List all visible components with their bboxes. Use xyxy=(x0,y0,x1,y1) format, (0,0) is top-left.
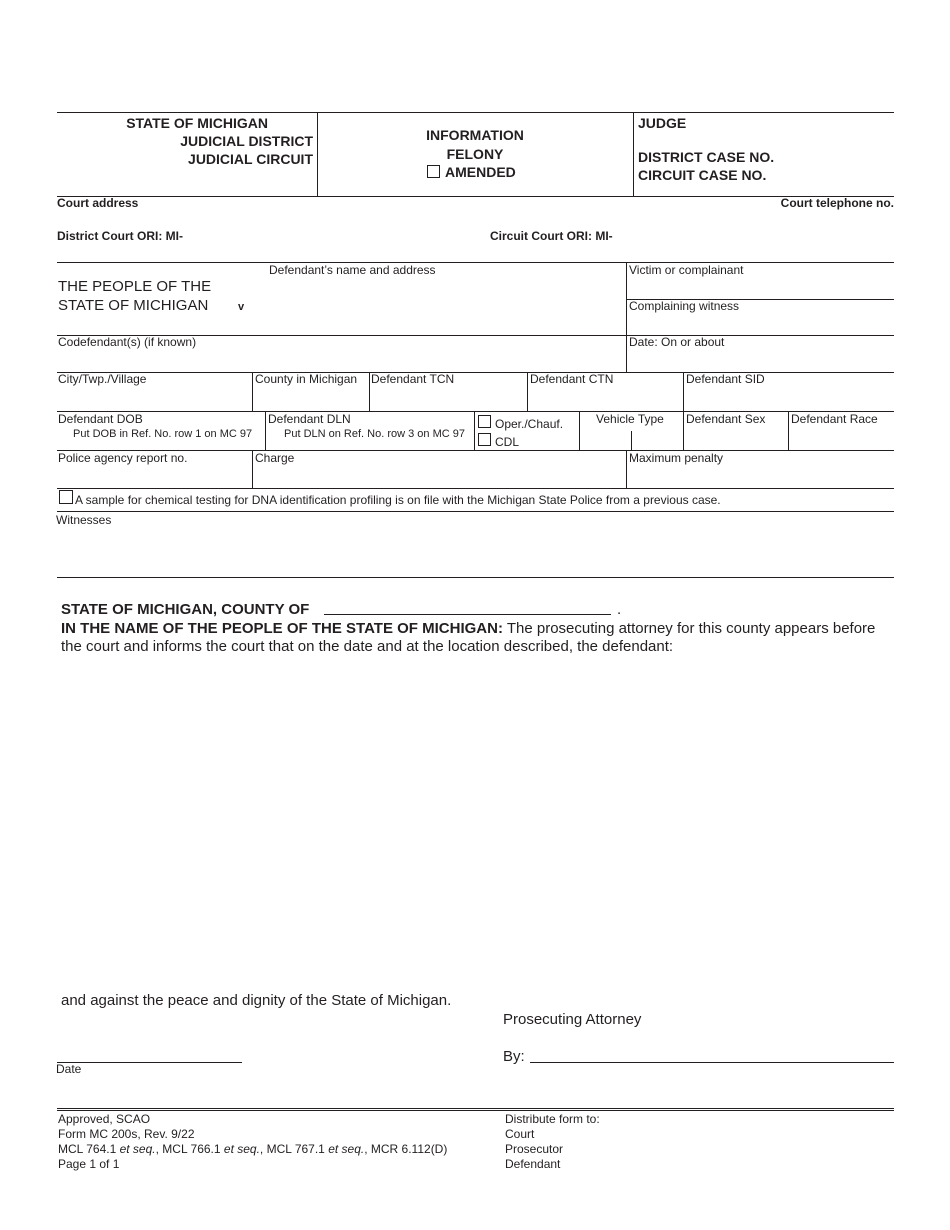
victim-label: Victim or complainant xyxy=(629,263,744,277)
footer-rule-2 xyxy=(57,1110,894,1111)
dln-label: Defendant DLN xyxy=(268,412,351,426)
city-label: City/Twp./Village xyxy=(58,372,147,386)
ctn-divider xyxy=(683,372,684,411)
cdl-checkbox[interactable] xyxy=(478,433,491,446)
vehicle-divider xyxy=(683,411,684,450)
mcl-1: MCL 764.1 xyxy=(58,1142,120,1156)
versus-label: v xyxy=(238,301,245,313)
date-line xyxy=(57,1062,242,1063)
dna-label: A sample for chemical testing for DNA identification profiling is on file with the Michigan State Police from a previous case. xyxy=(75,493,721,507)
county-of-line xyxy=(324,614,611,615)
page-number: Page 1 of 1 xyxy=(58,1157,120,1171)
et-seq-2: et seq. xyxy=(223,1142,260,1156)
county-of-label: STATE OF MICHIGAN, COUNTY OF xyxy=(61,601,310,618)
distribute-court: Court xyxy=(505,1127,535,1141)
footer-rule-1 xyxy=(57,1108,894,1109)
county-divider xyxy=(369,372,370,411)
vehicle-type-label: Vehicle Type xyxy=(596,412,664,426)
et-seq-1: et seq. xyxy=(119,1142,156,1156)
mcl-3: , MCL 767.1 xyxy=(259,1142,329,1156)
dob-divider xyxy=(265,411,266,450)
judicial-district-label: JUDICIAL DISTRICT xyxy=(180,133,313,149)
dln-divider xyxy=(474,411,475,450)
form-number: Form MC 200s, Rev. 9/22 xyxy=(58,1127,195,1141)
closing-line: and against the peace and dignity of the State of Michigan. xyxy=(61,992,452,1009)
by-label: By: xyxy=(503,1048,525,1065)
date-on-or-about-label: Date: On or about xyxy=(629,335,725,349)
sex-label: Defendant Sex xyxy=(686,412,766,426)
charge-label: Charge xyxy=(255,451,295,465)
county-label: County in Michigan xyxy=(255,372,358,386)
header-bottom-rule xyxy=(57,196,894,197)
mcl-2: , MCL 766.1 xyxy=(155,1142,224,1156)
ctn-label: Defendant CTN xyxy=(530,372,614,386)
parties-divider xyxy=(626,262,627,372)
circuit-ori-label: Circuit Court ORI: MI- xyxy=(490,229,613,243)
circuit-case-label: CIRCUIT CASE NO. xyxy=(638,167,767,183)
oper-divider xyxy=(579,411,580,450)
informs-line: the court and informs the court that on the date and at the location described, the defendant: xyxy=(61,638,674,655)
max-penalty-label: Maximum penalty xyxy=(629,451,724,465)
distribute-prosecutor: Prosecutor xyxy=(505,1142,564,1156)
sid-label: Defendant SID xyxy=(686,372,765,386)
county-period: . xyxy=(617,601,622,618)
distribute-defendant: Defendant xyxy=(505,1157,561,1171)
date-label: Date xyxy=(56,1062,82,1076)
dob-label: Defendant DOB xyxy=(58,412,143,426)
dln-note: Put DLN on Ref. No. row 3 on MC 97 xyxy=(284,428,465,440)
state-label: STATE OF MICHIGAN xyxy=(126,115,268,131)
dob-note: Put DOB in Ref. No. row 1 on MC 97 xyxy=(73,428,253,440)
police-divider xyxy=(252,450,253,488)
complaining-witness-label: Complaining witness xyxy=(629,299,740,313)
police-report-label: Police agency report no. xyxy=(58,451,188,465)
prosecuting-attorney-label: Prosecuting Attorney xyxy=(503,1011,642,1028)
doc-subtype: FELONY xyxy=(446,146,504,162)
city-divider xyxy=(252,372,253,411)
sex-divider xyxy=(788,411,789,450)
people-line-2: STATE OF MICHIGAN xyxy=(58,297,209,314)
in-the-name-bold: IN THE NAME OF THE PEOPLE OF THE STATE OF MICHIGAN: xyxy=(61,620,503,637)
distribute-label: Distribute form to: xyxy=(505,1112,600,1126)
vehicle-tick xyxy=(631,431,632,450)
judicial-circuit-label: JUDICIAL CIRCUIT xyxy=(188,151,313,167)
signature-line xyxy=(530,1062,894,1063)
charge-divider xyxy=(626,450,627,488)
witnesses-rule xyxy=(57,511,894,512)
witnesses-label: Witnesses xyxy=(56,513,112,527)
defendant-name-label: Defendant’s name and address xyxy=(269,263,436,277)
dna-checkbox[interactable] xyxy=(59,490,73,504)
tcn-label: Defendant TCN xyxy=(371,372,455,386)
judge-label: JUDGE xyxy=(638,115,687,131)
tcn-divider xyxy=(527,372,528,411)
doc-type: INFORMATION xyxy=(426,127,524,143)
district-ori-label: District Court ORI: MI- xyxy=(57,229,183,243)
mcr: , MCR 6.112(D) xyxy=(364,1142,448,1156)
amended-checkbox[interactable] xyxy=(427,165,440,178)
header-divider-2 xyxy=(633,112,634,196)
district-case-label: DISTRICT CASE NO. xyxy=(638,149,775,165)
court-telephone-label: Court telephone no. xyxy=(780,196,894,210)
cdl-label: CDL xyxy=(495,435,520,449)
codefendants-label: Codefendant(s) (if known) xyxy=(58,335,197,349)
court-address-label: Court address xyxy=(57,196,139,210)
in-the-name-paragraph xyxy=(61,620,875,637)
row-dob-rule xyxy=(57,411,894,412)
approved-label: Approved, SCAO xyxy=(58,1112,151,1126)
statute-citations xyxy=(58,1142,447,1157)
oper-checkbox[interactable] xyxy=(478,415,491,428)
people-line-1: THE PEOPLE OF THE xyxy=(58,278,212,295)
race-label: Defendant Race xyxy=(791,412,878,426)
et-seq-3: et seq. xyxy=(328,1142,365,1156)
in-the-name-rest: The prosecuting attorney for this county appears before xyxy=(502,620,876,637)
header-top-rule xyxy=(57,112,894,113)
oper-label: Oper./Chauf. xyxy=(495,417,564,431)
witnesses-bottom-rule xyxy=(57,577,894,578)
parties-top-rule xyxy=(57,262,894,263)
amended-label: AMENDED xyxy=(445,164,516,180)
row-city-rule xyxy=(57,372,894,373)
dna-rule xyxy=(57,488,894,489)
